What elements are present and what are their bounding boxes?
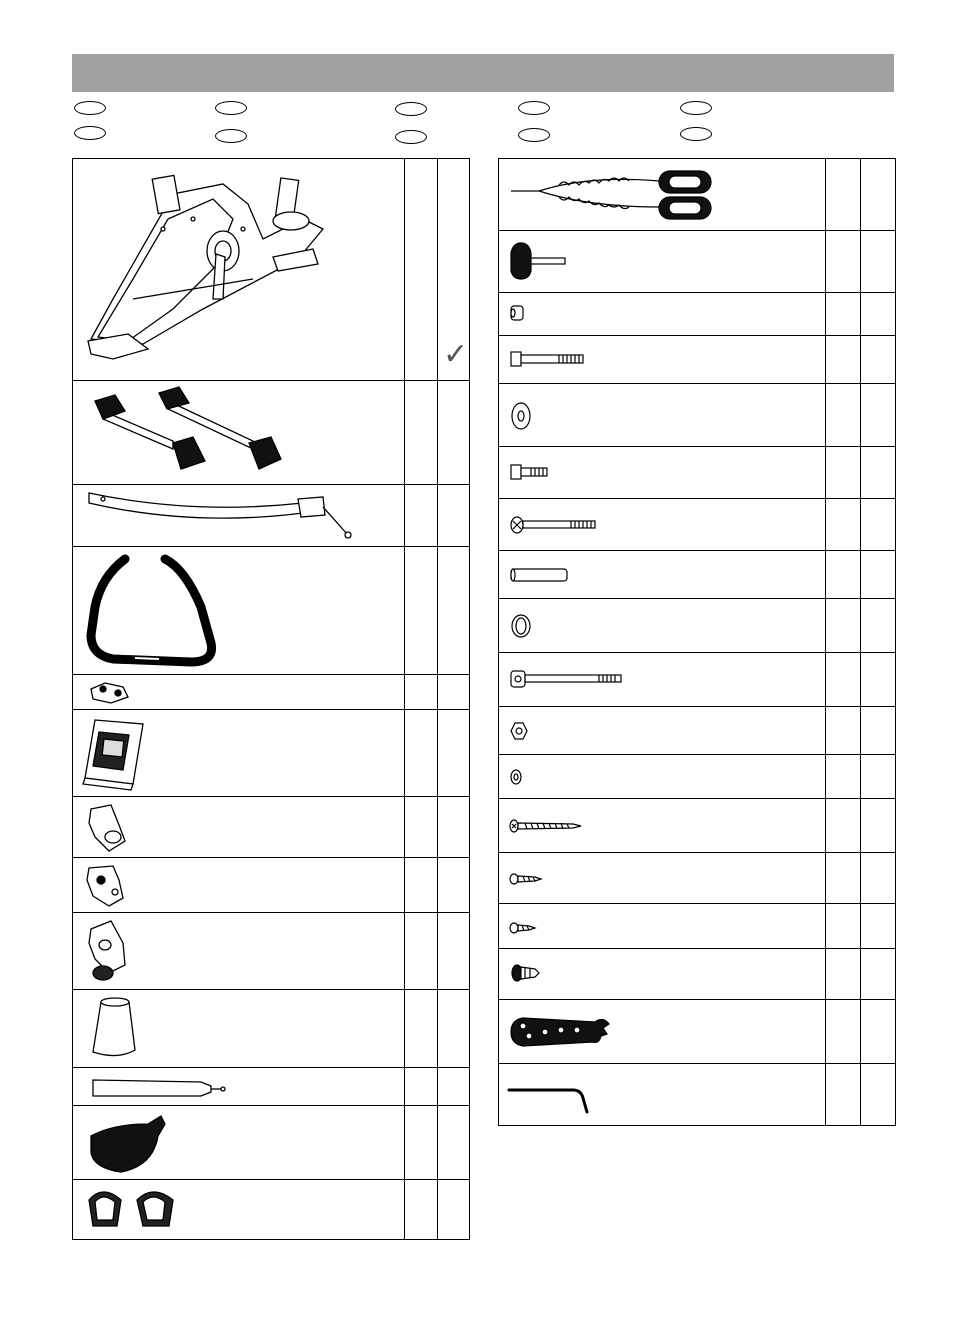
table-row — [499, 499, 896, 551]
seat-post-icon — [73, 1068, 405, 1106]
part-image-bushing — [499, 293, 826, 336]
pedals-icon — [73, 1180, 405, 1240]
hex-bolt-short-icon — [499, 447, 826, 499]
check-cell — [438, 797, 470, 858]
table-row — [499, 447, 896, 499]
right-parts-table — [498, 158, 896, 1126]
table-row — [499, 551, 896, 599]
part-image-ring — [499, 599, 826, 653]
check-cell — [861, 384, 896, 447]
nut-icon — [499, 707, 826, 755]
part-image-phillips-bolt — [499, 499, 826, 551]
table-row — [499, 707, 896, 755]
table-row — [499, 293, 896, 336]
quantity-cell — [826, 599, 861, 653]
quantity-cell — [826, 1064, 861, 1126]
quantity-cell — [826, 293, 861, 336]
table-row — [499, 653, 896, 707]
washer-small-icon — [499, 755, 826, 799]
part-image-nut — [499, 707, 826, 755]
part-image-screw-short — [499, 904, 826, 949]
quantity-cell — [826, 336, 861, 384]
quantity-cell — [405, 858, 438, 913]
check-cell — [438, 1180, 470, 1240]
handlebar-icon — [73, 547, 405, 675]
bracket-icon — [73, 675, 405, 710]
table-row — [499, 599, 896, 653]
language-oval — [680, 127, 712, 141]
hex-bolt-long-icon — [499, 336, 826, 384]
check-cell — [438, 1068, 470, 1106]
stabilizer-feet-icon — [73, 381, 405, 485]
language-oval — [215, 129, 247, 143]
table-row — [73, 1068, 470, 1106]
check-cell — [438, 675, 470, 710]
table-row — [73, 913, 470, 990]
part-image-computer-console — [73, 710, 405, 797]
quantity-cell — [826, 447, 861, 499]
part-image-allen-key — [499, 1064, 826, 1126]
table-row — [499, 159, 896, 231]
quantity-cell — [826, 755, 861, 799]
check-cell — [438, 1106, 470, 1180]
quantity-cell — [405, 675, 438, 710]
check-cell — [861, 599, 896, 653]
language-oval — [215, 101, 247, 115]
part-image-pulse-cable — [499, 159, 826, 231]
table-row — [499, 853, 896, 904]
part-image-upper-cover — [73, 797, 405, 858]
check-cell — [438, 913, 470, 990]
language-oval — [74, 101, 106, 115]
check-cell — [861, 293, 896, 336]
left-parts-table — [72, 158, 470, 1240]
screw-short-icon — [499, 904, 826, 949]
cover-icon — [73, 797, 405, 858]
allen-key-icon — [499, 1064, 826, 1126]
quantity-cell — [405, 1106, 438, 1180]
check-cell — [861, 551, 896, 599]
quantity-cell — [826, 949, 861, 1000]
part-image-post-cover-knob — [73, 913, 405, 990]
part-image-screw-medium — [499, 853, 826, 904]
part-image-main-frame — [73, 159, 405, 381]
quantity-cell — [405, 913, 438, 990]
part-image-seat-post — [73, 1068, 405, 1106]
quantity-cell — [826, 551, 861, 599]
check-cell — [861, 1064, 896, 1126]
part-image-hex-bolt-long — [499, 336, 826, 384]
table-row — [73, 990, 470, 1068]
saddle-icon — [73, 1106, 405, 1180]
check-cell — [861, 707, 896, 755]
quantity-cell — [826, 1000, 861, 1064]
quantity-cell — [826, 904, 861, 949]
quantity-cell — [405, 1180, 438, 1240]
cover-knob-icon — [73, 913, 405, 990]
quantity-cell — [826, 653, 861, 707]
check-cell — [861, 447, 896, 499]
part-image-cap — [73, 990, 405, 1068]
pulse-cable-icon — [499, 159, 826, 231]
check-cell — [438, 381, 470, 485]
check-cell — [438, 710, 470, 797]
table-row — [499, 336, 896, 384]
quantity-cell — [405, 797, 438, 858]
part-image-screw-long — [499, 799, 826, 853]
check-cell — [861, 1000, 896, 1064]
language-oval — [395, 102, 427, 116]
screw-long-icon — [499, 799, 826, 853]
table-row — [73, 547, 470, 675]
table-row — [499, 384, 896, 447]
table-row — [499, 1000, 896, 1064]
quantity-cell — [405, 1068, 438, 1106]
part-image-pedals — [73, 1180, 405, 1240]
part-image-spacer-tube — [499, 551, 826, 599]
quantity-cell — [826, 853, 861, 904]
checkmark-icon: ✓ — [443, 337, 469, 372]
language-oval — [395, 130, 427, 144]
table-row — [73, 159, 470, 381]
language-oval — [680, 101, 712, 115]
washer-large-icon — [499, 384, 826, 447]
table-row — [499, 799, 896, 853]
header-bar — [72, 54, 894, 92]
part-image-washer-large — [499, 384, 826, 447]
part-image-plastic-clip — [499, 949, 826, 1000]
check-cell — [861, 336, 896, 384]
check-cell — [861, 799, 896, 853]
knob-bolt-icon — [499, 231, 826, 293]
table-row — [73, 858, 470, 913]
check-cell — [438, 485, 470, 547]
check-cell — [861, 853, 896, 904]
quantity-cell — [826, 159, 861, 231]
part-image-multi-wrench — [499, 1000, 826, 1064]
check-cell — [861, 949, 896, 1000]
clip-icon — [499, 949, 826, 1000]
quantity-cell — [826, 707, 861, 755]
part-image-saddle — [73, 1106, 405, 1180]
check-cell — [861, 159, 896, 231]
part-image-knob-bolt — [499, 231, 826, 293]
quantity-cell — [405, 710, 438, 797]
check-cell — [861, 904, 896, 949]
check-cell — [438, 159, 470, 381]
wrench-icon — [499, 1000, 826, 1064]
spacer-tube-icon — [499, 551, 826, 599]
quantity-cell — [405, 381, 438, 485]
quantity-cell — [826, 231, 861, 293]
table-row — [73, 675, 470, 710]
clamp-icon — [73, 858, 405, 913]
check-cell — [438, 547, 470, 675]
language-oval — [74, 126, 106, 140]
ring-icon — [499, 599, 826, 653]
part-image-handlebar-post — [73, 485, 405, 547]
check-cell — [438, 990, 470, 1068]
part-image-seat-clamp — [73, 858, 405, 913]
table-row — [73, 1180, 470, 1240]
table-row — [73, 1106, 470, 1180]
table-row — [73, 381, 470, 485]
cap-icon — [73, 990, 405, 1068]
phillips-bolt-icon — [499, 499, 826, 551]
part-image-handlebar — [73, 547, 405, 675]
table-row — [73, 710, 470, 797]
table-row — [73, 485, 470, 547]
check-cell — [861, 755, 896, 799]
quantity-cell — [826, 799, 861, 853]
screw-medium-icon — [499, 853, 826, 904]
handlebar-post-icon — [73, 485, 405, 547]
table-row — [499, 231, 896, 293]
check-cell — [861, 653, 896, 707]
part-image-stabilizer-feet — [73, 381, 405, 485]
quantity-cell — [826, 499, 861, 551]
part-image-hex-bolt-short — [499, 447, 826, 499]
table-row — [499, 755, 896, 799]
quantity-cell — [405, 485, 438, 547]
language-oval — [518, 128, 550, 142]
check-cell — [861, 231, 896, 293]
console-icon — [73, 710, 405, 797]
language-oval — [518, 101, 550, 115]
check-cell — [438, 858, 470, 913]
part-image-allen-bolt-long — [499, 653, 826, 707]
bushing-icon — [499, 293, 826, 336]
quantity-cell — [405, 159, 438, 381]
quantity-cell — [405, 547, 438, 675]
table-row — [499, 904, 896, 949]
part-image-small-bracket — [73, 675, 405, 710]
part-image-washer-small — [499, 755, 826, 799]
quantity-cell — [826, 384, 861, 447]
table-row — [499, 1064, 896, 1126]
quantity-cell — [405, 990, 438, 1068]
check-cell — [861, 499, 896, 551]
table-row — [499, 949, 896, 1000]
table-row — [73, 797, 470, 858]
exercise-bike-frame-icon — [73, 159, 405, 381]
allen-bolt-long-icon — [499, 653, 826, 707]
